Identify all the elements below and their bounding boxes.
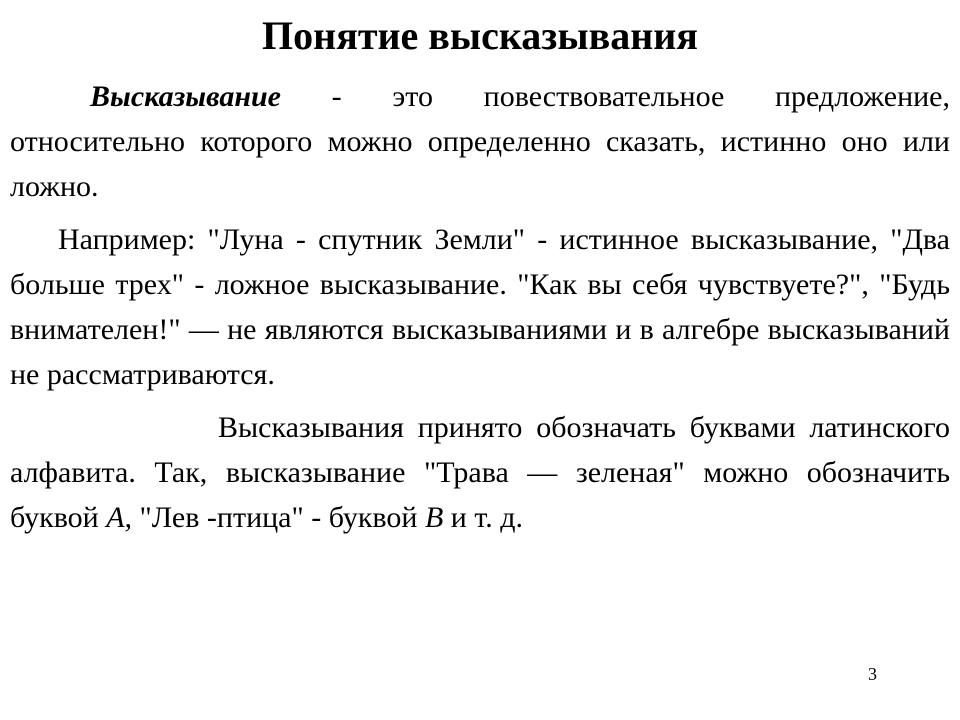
definition-paragraph xyxy=(10,74,950,209)
notation-paragraph xyxy=(10,405,950,540)
notation-text-3: и т. д. xyxy=(443,501,523,534)
slide-title: Понятие высказывания xyxy=(262,13,698,58)
definition-term: Высказывание xyxy=(90,80,281,113)
definition-text: - это повествовательное предложение, относительно которого можно определенно сказать, истинно оно или ложно. xyxy=(10,80,950,203)
variable-a: А, xyxy=(106,501,133,534)
examples-text: Например: "Луна - спутник Земли" - истинное высказывание, "Два больше трех" - ложное высказывание. "Как вы себя чувствуете?", "Будь внимателен!" — не являются высказываниями и в алгебре высказываний не рассматриваются. xyxy=(10,223,950,391)
page-number: 3 xyxy=(868,664,877,684)
examples-paragraph xyxy=(10,217,950,397)
notation-text-2: "Лев -птица" - буквой xyxy=(132,501,425,534)
notation-text-1: Высказывания принято обозначать буквами латинского алфавита. Так, высказывание "Трава — зеленая" можно обозначить буквой xyxy=(10,411,950,534)
slide-body xyxy=(10,74,950,548)
variable-b: В xyxy=(424,501,444,534)
